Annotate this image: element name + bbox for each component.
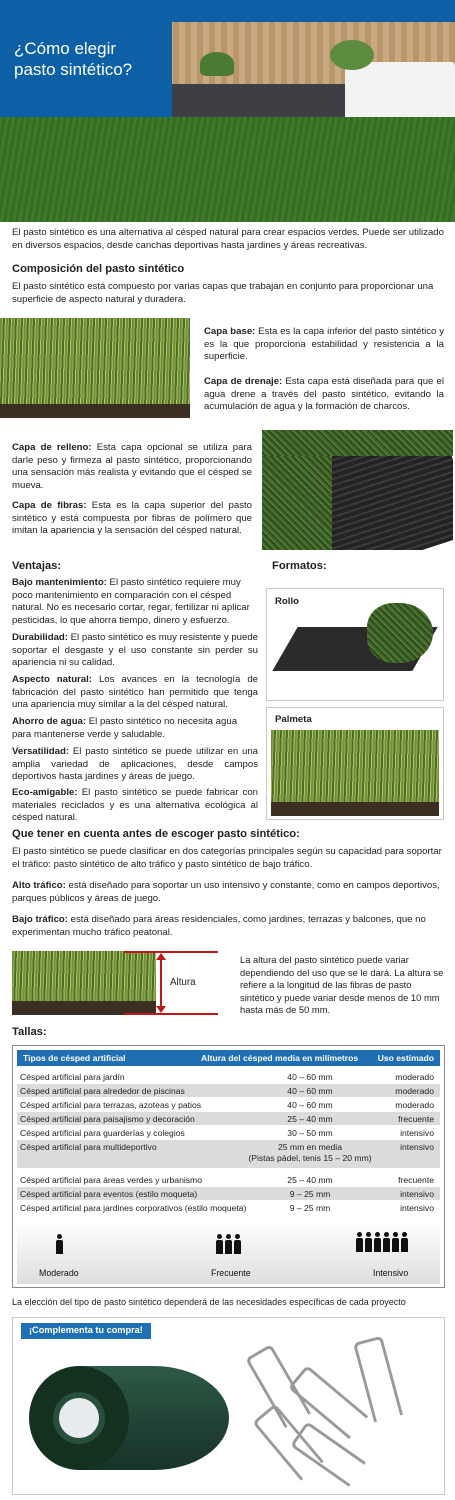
- title-line-1: ¿Cómo elegir: [14, 39, 117, 58]
- table-row: Césped artificial para jardines corporativos (estilo moqueta) 9 – 25 mm intensivo: [20, 1203, 434, 1213]
- table-row: Césped artificial para guarderías y colegios 30 – 50 mm intensivo: [20, 1128, 434, 1138]
- height-bottom-line: [124, 1013, 218, 1015]
- complement-section: [12, 1317, 445, 1495]
- geotextile-roll-image: [29, 1348, 229, 1488]
- sheet-turf-shape: [271, 730, 439, 816]
- format-sheet-label: Palmeta: [275, 714, 312, 725]
- adv-water-saving: Ahorro de agua: El pasto sintético no necesita agua para mantenerse verde y saludable.: [12, 716, 238, 740]
- composition-heading: Composición del pasto sintético: [12, 263, 185, 275]
- high-traffic-text: Alto tráfico: está diseñado para soportar un uso intensivo y constante, como en campos deportivos, parques públicos y áreas de juego.: [12, 880, 440, 904]
- format-roll-label: Rollo: [275, 596, 299, 607]
- height-arrow-up: [156, 953, 166, 960]
- table-row: Césped artificial para jardín 40 – 60 mm moderado: [20, 1072, 434, 1082]
- adv-eco: Eco-amigable: El pasto sintético se puede fabricar con materiales reciclados y es una alternativa ecológica al césped natural.: [12, 787, 258, 823]
- format-sheet-card: [266, 707, 444, 820]
- turf-layers-image: [0, 318, 190, 418]
- adv-natural-look: Aspecto natural: Los avances en la tecnología de fabricación del pasto sintético han permitido que tenga una apariencia muy similar a la del césped natural.: [12, 674, 258, 710]
- table-row: Césped artificial para multideportivo 25 mm en media (Pistas pádel, tenis 15 – 20 mm) intensivo: [17, 1140, 440, 1168]
- height-label: Altura: [170, 977, 196, 988]
- table-row: Césped artificial para eventos (estilo moqueta) 9 – 25 mm intensivo: [17, 1187, 440, 1200]
- composition-text: El pasto sintético está compuesto por varias capas que trabajan en conjunto para proporcionar una superficie de aspecto natural y duradera.: [12, 281, 434, 305]
- considerations-heading: Que tener en cuenta antes de escoger pasto sintético:: [12, 828, 300, 840]
- height-turf-image: [12, 951, 156, 1015]
- scale-low-label: Moderado: [39, 1268, 79, 1278]
- col-header-use: Uso estimado: [377, 1053, 434, 1063]
- layer-fibers: Capa de fibras: Esta es la capa superior del pasto sintético y está compuesta por fibras de polímero que imitan la apariencia y la sensación del césped natural.: [12, 500, 252, 536]
- layer-base: Capa base: Esta es la capa inferior del pasto sintético y es la que proporciona estabilidad y resistencia a la superficie.: [204, 326, 444, 362]
- height-top-line: [124, 951, 218, 953]
- intro-text: El pasto sintético es una alternativa al césped natural para crear espacios verdes. Puede ser utilizado en diversos espacios, desde canchas deportivas hasta jardines y áreas recreativas.: [12, 227, 444, 251]
- height-arrow-shaft: [160, 956, 162, 1010]
- scale-high-label: Intensivo: [373, 1268, 409, 1278]
- roll-turf-shape: [367, 603, 433, 663]
- top-bar: [0, 0, 455, 22]
- person-group-icon: [215, 1234, 242, 1256]
- title-line-2: pasto sintético?: [14, 60, 133, 79]
- height-arrow-down: [156, 1006, 166, 1013]
- col-header-height: Altura del césped media en milímetros: [201, 1053, 359, 1063]
- hero-title-box: [0, 22, 172, 117]
- adv-durability: Durabilidad: El pasto sintético es muy resistente y puede soportar el desgaste y el uso constante sin perder su apariencia ni su calidad.: [12, 632, 258, 668]
- crowd-icon: [355, 1232, 409, 1254]
- table-header: [17, 1050, 440, 1066]
- usage-scale: [17, 1222, 440, 1284]
- table-row: Césped artificial para terrazas, azoteas y patios 40 – 60 mm moderado: [20, 1100, 434, 1110]
- formats-heading: Formatos:: [272, 560, 327, 572]
- turf-backing-image: [262, 430, 453, 550]
- sizes-heading: Tallas:: [12, 1026, 47, 1038]
- table-row: Césped artificial para áreas verdes y urbanismo 25 – 40 mm frecuente: [20, 1175, 434, 1185]
- table-row: Césped artificial para alrededor de piscinas 40 – 60 mm moderado: [17, 1084, 440, 1097]
- col-header-type: Tipos de césped artificial: [23, 1053, 126, 1063]
- considerations-text: El pasto sintético se puede clasificar en dos categorías principales según su capacidad para soportar el tráfico: pasto sintético de alto tráfico y pasto sintético de bajo tráfico.: [12, 846, 442, 870]
- layer-infill: Capa de relleno: Esta capa opcional se utiliza para darle peso y firmeza al pasto sintético, proporcionando una sensación más realista y evitando que el césped se mueva.: [12, 442, 253, 491]
- layer-drainage: Capa de drenaje: Esta capa está diseñada para que el agua drene a través del pasto sintético, evitando la acumulación de agua y la formación de charcos.: [204, 376, 444, 412]
- height-text: La altura del pasto sintético puede variar dependiendo del uso que se le dará. La altura se refiere a la longitud de las fibras de pasto sintético y puede variar desde menos de 10 mm hasta más de 50 mm.: [240, 954, 444, 1015]
- format-roll-card: [266, 588, 444, 701]
- adv-low-maintenance: Bajo mantenimiento: El pasto sintético requiere muy poco mantenimiento en comparación con el césped natural. No es necesario cortar, regar, fertilizar ni aplicar pesticidas, lo que ahorra tiempo, dinero y esfuerzo.: [12, 577, 250, 626]
- conclusion-text: La elección del tipo de pasto sintético dependerá de las necesidades específicas de cada proyecto: [12, 1297, 406, 1307]
- table-row: Césped artificial para paisajismo y decoración 25 – 40 mm frecuente: [17, 1112, 440, 1125]
- scale-mid-label: Frecuente: [211, 1268, 251, 1278]
- person-single-icon: [55, 1234, 64, 1256]
- low-traffic-text: Bajo tráfico: está diseñado para áreas residenciales, como jardines, terrazas y balcones, que no experimentan mucho tráfico peatonal.: [12, 914, 426, 938]
- complement-badge: ¡Complementa tu compra!: [21, 1323, 151, 1339]
- advantages-heading: Ventajas:: [12, 560, 62, 572]
- page-title: [14, 38, 158, 80]
- adv-versatility: Versatilidad: El pasto sintético se puede utilizar en una amplia variedad de aplicaciones, desde campos deportivos hasta jardines y áreas de juego.: [12, 746, 258, 782]
- sizes-table: [12, 1045, 445, 1288]
